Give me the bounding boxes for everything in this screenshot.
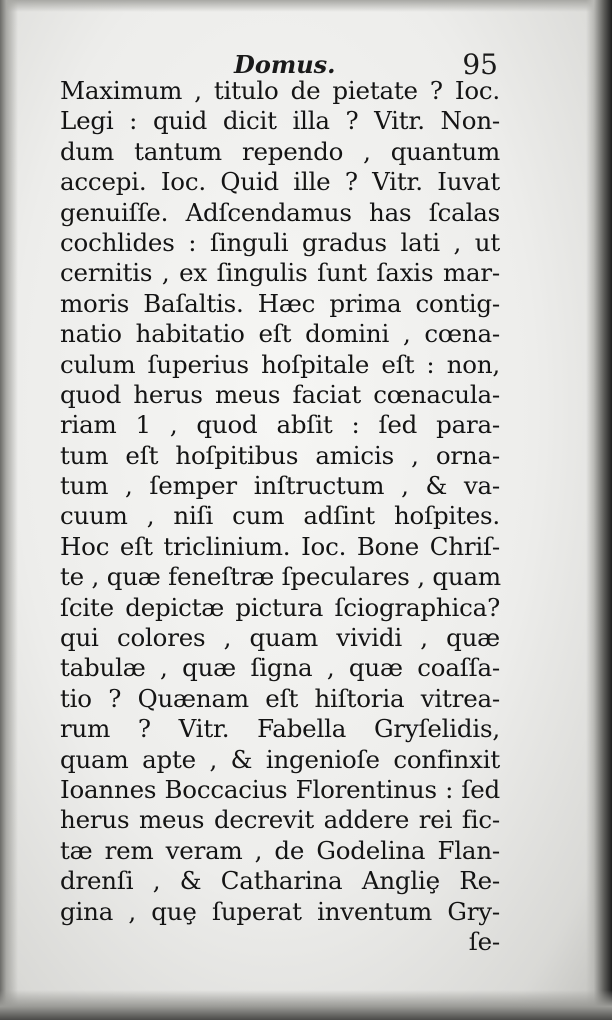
- text-line: natio habitatio eſt domini , cœna-: [60, 319, 500, 349]
- text-line: cochlides : ſinguli gradus lati , ut: [60, 227, 500, 257]
- page-number: 95: [462, 48, 498, 81]
- text-line: quod herus meus faciat cœnacula-: [60, 379, 500, 409]
- text-line: tum eſt hoſpitibus amicis , orna-: [60, 440, 500, 470]
- text-line: gina , quȩ ſuperat inventum Gry-: [60, 896, 500, 926]
- text-line: drenſi , & Catharina Angliȩ Re-: [60, 866, 500, 896]
- page-right-shadow: [586, 0, 612, 1020]
- text-line: quam apte , & ingenioſe confinxit: [60, 744, 500, 774]
- text-line: te , quæ feneſtræ ſpeculares , quam: [60, 562, 501, 592]
- text-line: Hoc eſt triclinium. Ioc. Bone Chriſ-: [60, 531, 500, 561]
- text-line: dum tantum rependo , quantum: [60, 136, 500, 166]
- text-line: ſcite depictæ pictura ſciographica?: [60, 592, 500, 622]
- text-line: Maximum , titulo de pietate ? Ioc.: [60, 76, 500, 105]
- text-line: Legi : quid dicit illa ? Vitr. Non-: [60, 106, 500, 136]
- text-line: rum ? Vitr. Fabella Gryſelidis,: [60, 714, 500, 744]
- text-line: moris Baſaltis. Hæc prima contig-: [60, 288, 500, 318]
- text-line: tabulæ , quæ ſigna , quæ coaſſa-: [60, 653, 500, 683]
- text-line: cuum , niſi cum adſint hoſpites.: [60, 501, 500, 531]
- catchword: ſe-: [468, 926, 500, 956]
- text-line: tum , ſemper inſtructum , & va-: [60, 471, 500, 501]
- text-line: genuiſſe. Adſcendamus has ſcalas: [60, 197, 500, 227]
- running-head: Domus.: [234, 50, 336, 79]
- body-text: [60, 76, 500, 957]
- text-line: herus meus decrevit addere rei fic-: [60, 805, 500, 835]
- page-top-shadow: [0, 0, 612, 12]
- page-left-shadow: [0, 0, 18, 1020]
- text-line: culum ſuperius hoſpitale eſt : non,: [60, 349, 500, 379]
- text-line: cernitis , ex ſingulis ſunt ſaxis mar-: [60, 258, 500, 288]
- text-line: tæ rem veram , de Godelina Flan-: [60, 835, 500, 865]
- text-line: riam 1 , quod abſit : ſed para-: [60, 410, 500, 440]
- text-line: qui colores , quam vividi , quæ: [60, 623, 500, 653]
- page-bottom-shadow: [0, 990, 612, 1020]
- text-line: accepi. Ioc. Quid ille ? Vitr. Iuvat: [60, 167, 500, 197]
- text-line: Ioannes Boccacius Florentinus : ſed: [60, 774, 500, 804]
- text-line: tio ? Quænam eſt hiſtoria vitrea-: [60, 683, 500, 713]
